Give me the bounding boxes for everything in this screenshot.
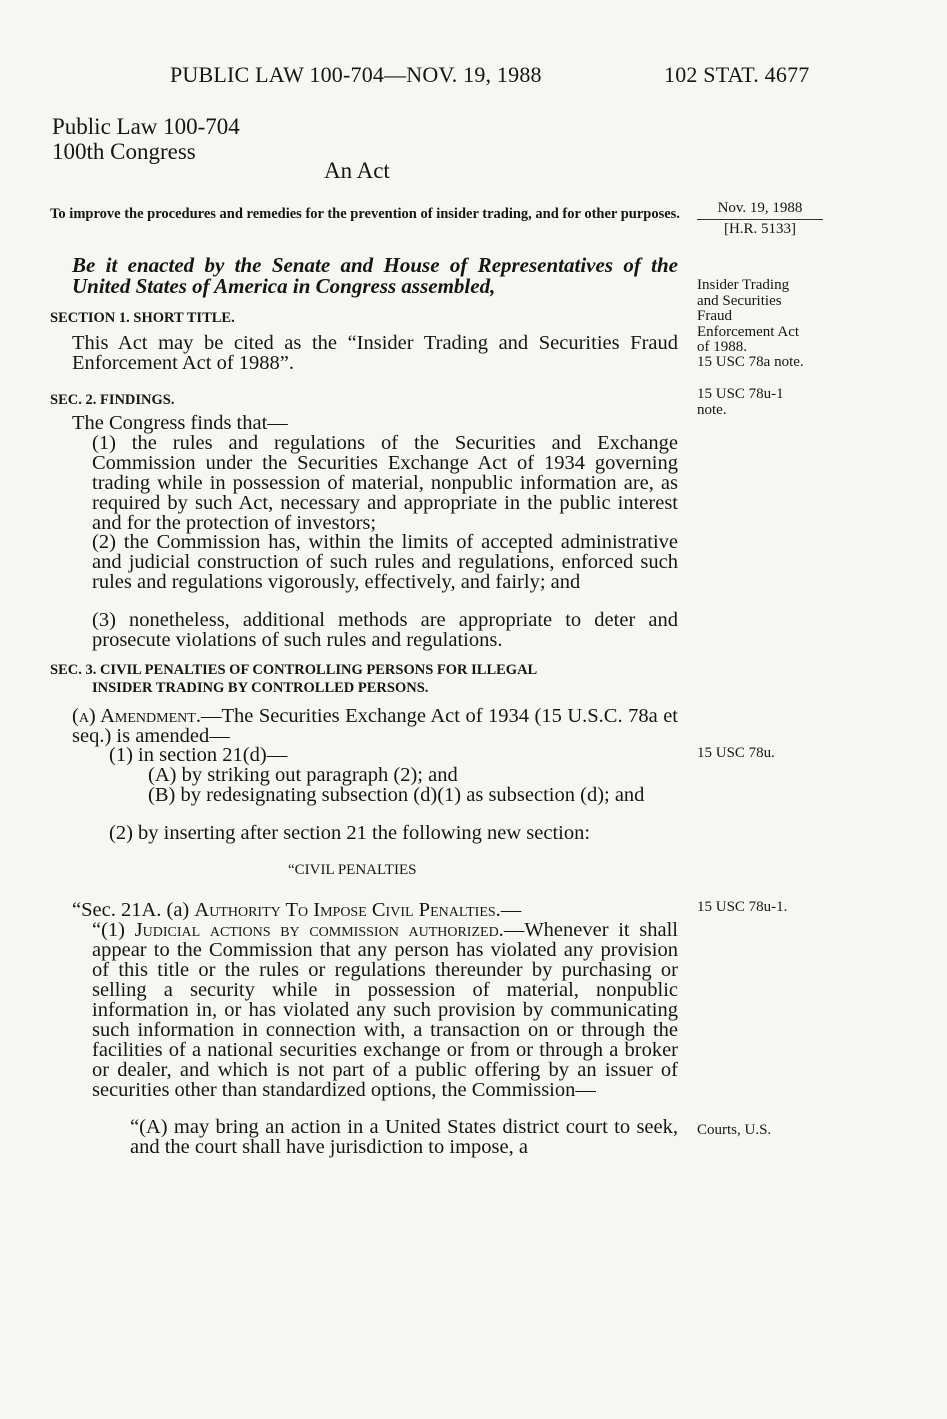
finding-3: (3) nonetheless, additional methods are appropriate to deter and prosecute violations of such rules and regulations. bbox=[92, 609, 678, 651]
amendment-text: —The Securities Exchange Act of 1934 (15 U.S.C. 78a et seq.) is amended— bbox=[72, 705, 678, 747]
section-3-heading-line-1: SEC. 3. CIVIL PENALTIES OF CONTROLLING PERSONS FOR ILLEGAL bbox=[50, 662, 538, 678]
margin-date: Nov. 19, 1988 bbox=[697, 201, 823, 220]
amendment-paragraph bbox=[72, 706, 678, 746]
section-3-heading-line-2: INSIDER TRADING BY CONTROLLED PERSONS. bbox=[92, 680, 429, 696]
amendment-label: (a) Amendment. bbox=[72, 705, 201, 727]
section-1-text: This Act may be cited as the “Insider Trading and Securities Fraud Enforcement Act of 1988”. bbox=[72, 332, 678, 374]
section-1-heading: SECTION 1. SHORT TITLE. bbox=[50, 310, 235, 326]
purpose-clause: To improve the procedures and remedies for the prevention of insider trading, and for other purposes. bbox=[50, 206, 680, 222]
amendment-item-1a: (A) by striking out paragraph (2); and bbox=[148, 764, 458, 786]
section-2-heading: SEC. 2. FINDINGS. bbox=[50, 392, 175, 408]
public-law-number: Public Law 100-704 bbox=[52, 114, 240, 139]
findings-intro: The Congress finds that— bbox=[72, 412, 288, 434]
section-21a-prefix: “Sec. 21A. (a) bbox=[72, 899, 195, 921]
amendment-item-1: (1) in section 21(d)— bbox=[109, 744, 288, 766]
section-21a-label: Authority To Impose Civil Penalties.— bbox=[194, 899, 522, 921]
enacting-clause: Be it enacted by the Senate and House of Representatives of the United States of America in Congress assembled, bbox=[72, 253, 678, 298]
margin-short-title: Insider Trading and Securities Fraud Enforcement Act of 1988. bbox=[697, 277, 800, 355]
finding-2: (2) the Commission has, within the limits of accepted administrative and judicial construction of such rules and regulations, enforced such rules and regulations vigorously, effectively, and fairly; and bbox=[92, 531, 678, 593]
finding-1: (1) the rules and regulations of the Securities and Exchange Commission under the Securities Exchange Act of 1934 governing trading while in possession of material, nonpublic information are, as required by such Act, necessary and appropriate in the public interest and for the protection of investors; bbox=[92, 432, 678, 534]
congress-number: 100th Congress bbox=[52, 139, 196, 164]
judicial-item-a: “(A) may bring an action in a United States district court to seek, and the court shall have jurisdiction to impose, a bbox=[130, 1116, 678, 1158]
judicial-actions-paragraph bbox=[92, 920, 678, 1100]
margin-usc-78u1-note: 15 USC 78u-1 note. bbox=[697, 386, 784, 418]
page-citation: 102 STAT. 4677 bbox=[664, 62, 810, 87]
amendment-item-2: (2) by inserting after section 21 the following new section: bbox=[109, 822, 591, 844]
margin-bill-number: [H.R. 5133] bbox=[723, 221, 797, 237]
margin-usc-78u1: 15 USC 78u-1. bbox=[697, 899, 788, 915]
margin-usc-78u: 15 USC 78u. bbox=[697, 745, 775, 761]
judicial-actions-text: —Whenever it shall appear to the Commission that any person has violated any provision of this title or the rules or regulations thereunder by purchasing or selling a security while in possession of material, nonpublic information in, or has violated any such provision by communicating such information in connection with, a transaction on or through the facilities of a national securities exchange or from or through a broker or dealer, and which is not part of a public offering by an issuer of securities other than standardized options, the Commission— bbox=[92, 919, 678, 1101]
running-header: PUBLIC LAW 100-704—NOV. 19, 1988 bbox=[170, 62, 542, 87]
civil-penalties-heading: “CIVIL PENALTIES bbox=[288, 862, 417, 878]
margin-courts: Courts, U.S. bbox=[697, 1122, 772, 1138]
section-21a-heading bbox=[72, 900, 678, 920]
margin-usc-78a: 15 USC 78a note. bbox=[697, 354, 804, 370]
amendment-item-1b: (B) by redesignating subsection (d)(1) as subsection (d); and bbox=[148, 784, 645, 806]
judicial-actions-label: “(1) Judicial actions by commission authorized. bbox=[92, 919, 504, 941]
act-title: An Act bbox=[324, 158, 390, 183]
